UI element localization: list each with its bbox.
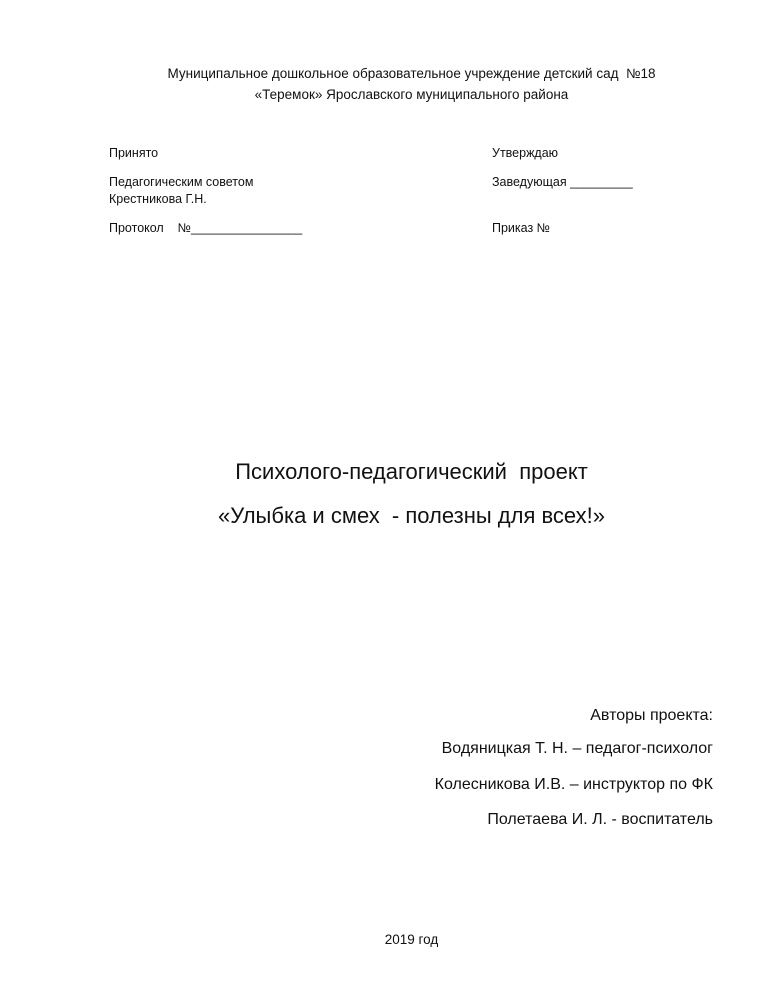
author-item: Полетаева И. Л. - воспитатель [487,811,713,828]
author-item: Водяницкая Т. Н. – педагог-психолог [441,740,713,757]
order-number-line: Приказ № [492,221,551,235]
project-title-line1: Психолого-педагогический проект [235,459,588,484]
pedagogical-council-label: Педагогическим советом [109,175,254,189]
institution-name-line2: «Теремок» Ярославского муниципального района [254,87,569,102]
accepted-label: Принято [109,146,159,160]
council-person-name: Крестникова Г.Н. [109,192,207,206]
protocol-number-line: Протокол №________________ [109,221,303,235]
head-signature-line: Заведующая _________ [492,175,633,189]
approve-label: Утверждаю [492,146,559,160]
project-title-line2: «Улыбка и смех - полезны для всех!» [217,503,606,528]
institution-name-line1: Муниципальное дошкольное образовательное учреждение детский сад №18 [167,66,656,81]
document-year: 2019 год [384,932,439,947]
author-item: Колесникова И.В. – инструктор по ФК [434,776,713,793]
authors-heading: Авторы проекта: [590,707,713,724]
